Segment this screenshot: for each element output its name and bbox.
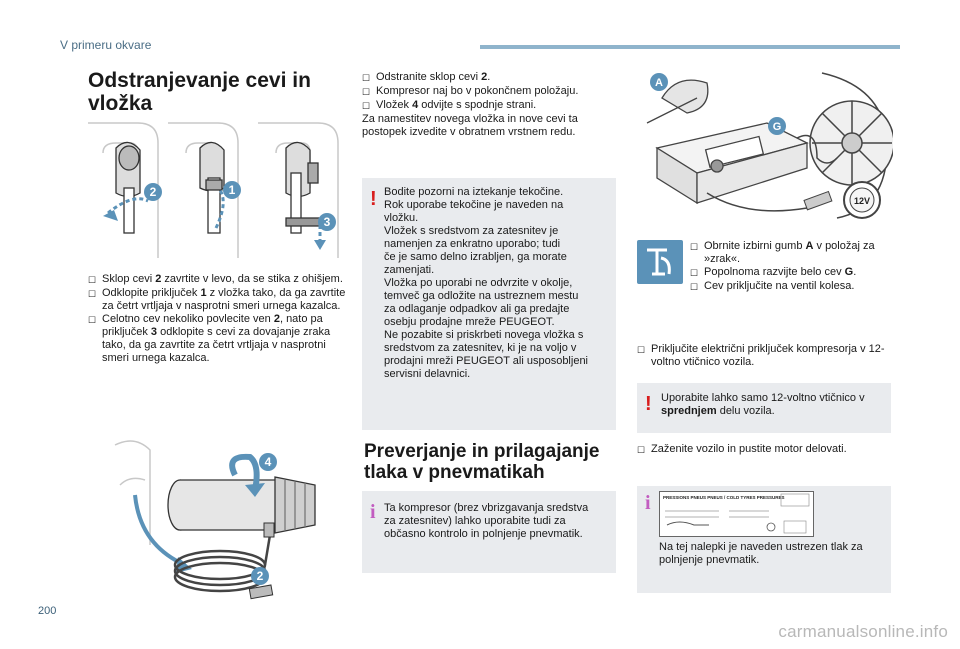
heading-tyre-pressure: Preverjanje in prilagajanje tlaka v pnevmatikah: [364, 441, 600, 483]
callout-1: 1: [228, 183, 236, 197]
checkbox-icon: ☐: [637, 345, 646, 355]
instruction-item: ☐ Odklopite priključek 1 z vložka tako, da ga zavrtite za četrt vrtljaja v nasprotni smeri urnega kazalca.: [88, 287, 346, 312]
instruction-item: ☐ Kompresor naj bo v pokončnem položaju.: [362, 85, 579, 97]
instruction-item: ☐ Sklop cevi 2 zavrtite v levo, da se stika z ohišjem.: [88, 273, 343, 285]
instruction-item: ☐ Odstranite sklop cevi 2.: [362, 71, 491, 83]
checkbox-icon: ☐: [690, 268, 699, 278]
info-box-pressure-label: i PRESSIONS PNEUS PNEUS / COLD TYRES PRESSURES Na tej nalepki je naveden ustrezen tlak za polnjenje pnevmatik.: [637, 486, 891, 593]
compressor-wheel-figure: [637, 68, 893, 230]
instruction-item: ☐ Popolnoma razvijte belo cev G.: [690, 266, 857, 278]
instruction-item: ☐ Cev priključite na ventil kolesa.: [690, 280, 855, 292]
checkbox-icon: ☐: [88, 275, 97, 285]
heading-cartridge-removal: Odstranjevanje cevi in vložka: [88, 69, 311, 115]
right-instruction-c: ☐ Zaženite vozilo in pustite motor delovati.: [637, 443, 847, 455]
right-instruction-b: ☐ Priključite električni priključek kompresorja v 12-voltno vtičnico vozila.: [637, 343, 885, 368]
socket-12v-label: 12V: [853, 196, 871, 206]
info-box-compressor: i Ta kompresor (brez vbrizgavanja sredstva za zatesnitev) lahko uporabite tudi za občasno kontrolo in polnjenje pnevmatik.: [362, 491, 616, 573]
warning-icon: !: [370, 188, 377, 210]
callout-3: 3: [323, 215, 331, 229]
callout-4: 4: [264, 455, 272, 469]
label-title: PRESSIONS PNEUS PNEUS / COLD TYRES PRESSURES: [663, 495, 785, 500]
cartridge-hose-figure: [110, 435, 340, 605]
checkbox-icon: ☐: [690, 242, 699, 252]
section-title: V primeru okvare: [60, 38, 152, 52]
right-instructions-a: [690, 240, 895, 294]
checkbox-icon: ☐: [362, 87, 371, 97]
callout-A: A: [655, 77, 663, 89]
warning-icon: !: [645, 393, 652, 415]
instruction-item: ☐ Obrnite izbirni gumb A v položaj za »zrak«.: [690, 240, 875, 265]
callout-G: G: [772, 121, 782, 133]
info-icon: i: [370, 501, 376, 523]
warning-box-fluid: ! Bodite pozorni na iztekanje tekočine. Rok uporabe tekočine je naveden na vložku. Vložek s sredstvom za zatesnitev je namenjen za enkratno uporabo; tudi če je samo delno izrabljen, ga morate zamenjati. Vložka po uporabi ne odvrzite v okolje, temveč ga odložite na ustreznem mestu za odlaganje odpadkov ali ga predajte osebju prodajne mreže PEUGEOT. Ne pozabite si priskrbeti novega vložka s sredstvom za zatesnitev, ki je na voljo v prodajni mreži PEUGEOT ali usposobljeni servisni delavnici.: [362, 178, 616, 430]
left-instructions: [88, 273, 350, 365]
info-icon: i: [645, 492, 651, 514]
tyre-inflation-icon: [637, 240, 683, 284]
checkbox-icon: ☐: [637, 445, 646, 455]
hose-removal-figure: [88, 118, 346, 263]
tyre-pressure-label-image: [659, 491, 814, 537]
callout-2b: 2: [256, 569, 264, 583]
page-number: 200: [38, 605, 57, 617]
middle-instructions: [362, 71, 617, 139]
header-bar: [480, 45, 900, 49]
checkbox-icon: ☐: [362, 73, 371, 83]
callout-2: 2: [149, 185, 157, 199]
watermark: carmanualsonline.info: [778, 622, 948, 641]
checkbox-icon: ☐: [88, 289, 97, 299]
checkbox-icon: ☐: [88, 315, 97, 325]
checkbox-icon: ☐: [690, 282, 699, 292]
replacement-paragraph: Za namestitev novega vložka in nove cevi ta postopek izvedite v obratnem vrstnem redu.: [362, 113, 578, 138]
checkbox-icon: ☐: [362, 101, 371, 111]
instruction-item: ☐ Vložek 4 odvijte s spodnje strani.: [362, 99, 537, 111]
warning-box-socket: ! Uporabite lahko samo 12-voltno vtičnico v sprednjem delu vozila.: [637, 383, 891, 433]
instruction-item: ☐ Celotno cev nekoliko povlecite ven 2, nato pa priključek 3 odklopite s cevi za dovajanje zraka tako, da ga zavrtite za četrt vrtljaja v nasprotni smeri urnega kazalca.: [88, 313, 331, 364]
